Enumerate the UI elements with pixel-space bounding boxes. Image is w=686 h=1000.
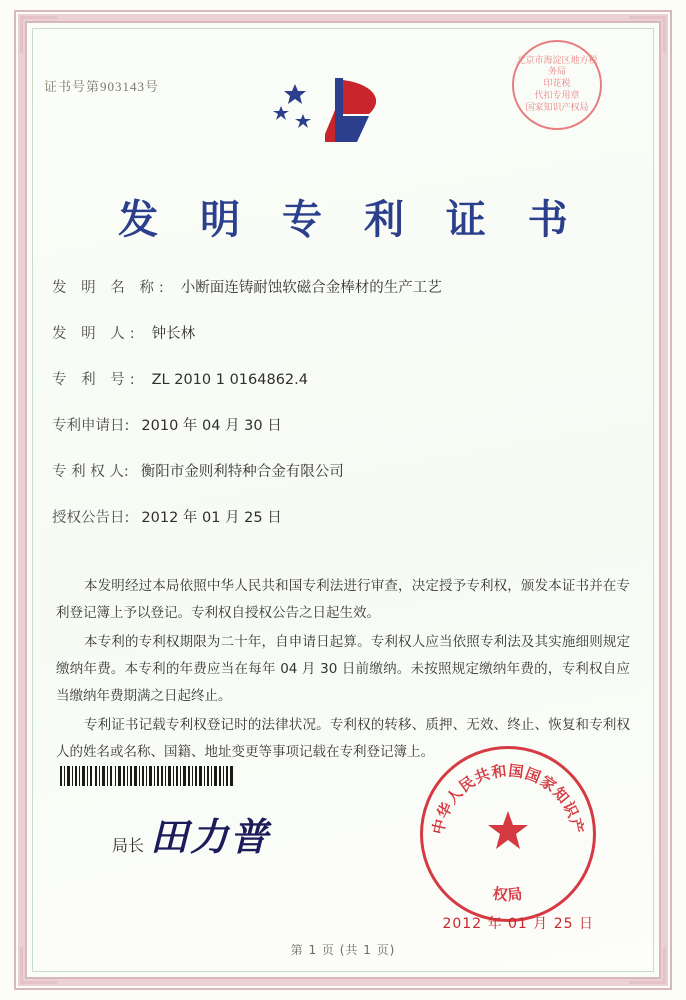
tax-stamp-line2: 印花税 — [543, 79, 571, 90]
field-value: 2010 年 04 月 30 日 — [141, 418, 282, 434]
tax-stamp-seal — [512, 40, 602, 130]
field-value: 衡阳市金则利特种合金有限公司 — [140, 464, 344, 480]
paragraph-1: 本发明经过本局依照中华人民共和国专利法进行审查，决定授予专利权，颁发本证书并在专利登记簿上予以登记。专利权自授权公告之日起生效。 — [56, 578, 630, 621]
field-label: 授权公告日: — [52, 510, 130, 526]
page-footer: 第 1 页 (共 1 页) — [290, 943, 396, 957]
field-label: 专 利 号: — [52, 372, 140, 388]
signature-row — [112, 814, 271, 859]
official-seal — [420, 746, 596, 922]
page-title: 发 明 专 利 证 书 — [118, 197, 582, 243]
paragraph-3: 专利证书记载专利权登记时的法律状况。专利权的转移、质押、无效、终止、恢复和专利权人的姓名或名称、国籍、地址变更等事项记载在专利登记簿上。 — [56, 717, 630, 760]
barcode — [60, 766, 235, 786]
tax-stamp-line3: 代扣专用章 — [534, 90, 580, 101]
tax-stamp-line1: 北京市海淀区地方税务局 — [516, 55, 598, 78]
field-invention-name — [52, 276, 634, 297]
field-inventor — [52, 322, 634, 343]
field-value: 2012 年 01 月 25 日 — [141, 510, 282, 526]
field-application-date — [52, 414, 634, 435]
field-label: 发 明 名 称: — [52, 280, 169, 296]
field-label: 发 明 人: — [52, 326, 140, 342]
field-patentee — [52, 460, 634, 481]
body-text — [56, 573, 630, 768]
seal-date: 2012 年 01 月 25 日 — [442, 916, 594, 932]
signature-name: 田力普 — [150, 814, 271, 859]
tax-stamp-line4: 国家知识产权局 — [525, 102, 589, 113]
field-value: 钟长林 — [151, 326, 196, 342]
field-label: 专 利 权 人: — [52, 464, 129, 480]
certificate-number: 证书号第903143号 — [44, 79, 160, 94]
field-grant-announcement-date — [52, 506, 634, 527]
certificate-content — [32, 28, 654, 972]
field-label: 专利申请日: — [52, 418, 130, 434]
field-value: 小断面连铸耐蚀软磁合金棒材的生产工艺 — [180, 280, 442, 296]
field-patent-number — [52, 368, 634, 389]
fields-list — [52, 276, 634, 552]
field-value: ZL 2010 1 0164862.4 — [151, 372, 308, 388]
signature-label: 局长 — [112, 836, 145, 855]
svg-text:权局: 权局 — [491, 884, 525, 905]
paragraph-2: 本专利的专利权期限为二十年，自申请日起算。专利权人应当依照专利法及其实施细则规定缴纳年费。本专利的年费应当在每年 04 月 30 日前缴纳。未按照规定缴纳年费的，专利权自应当缴纳年费期满之日起终止。 — [56, 634, 630, 704]
svg-text:中华人民共和国国家知识产: 中华人民共和国国家知识产 — [429, 761, 587, 836]
patent-office-logo-icon — [273, 70, 413, 150]
